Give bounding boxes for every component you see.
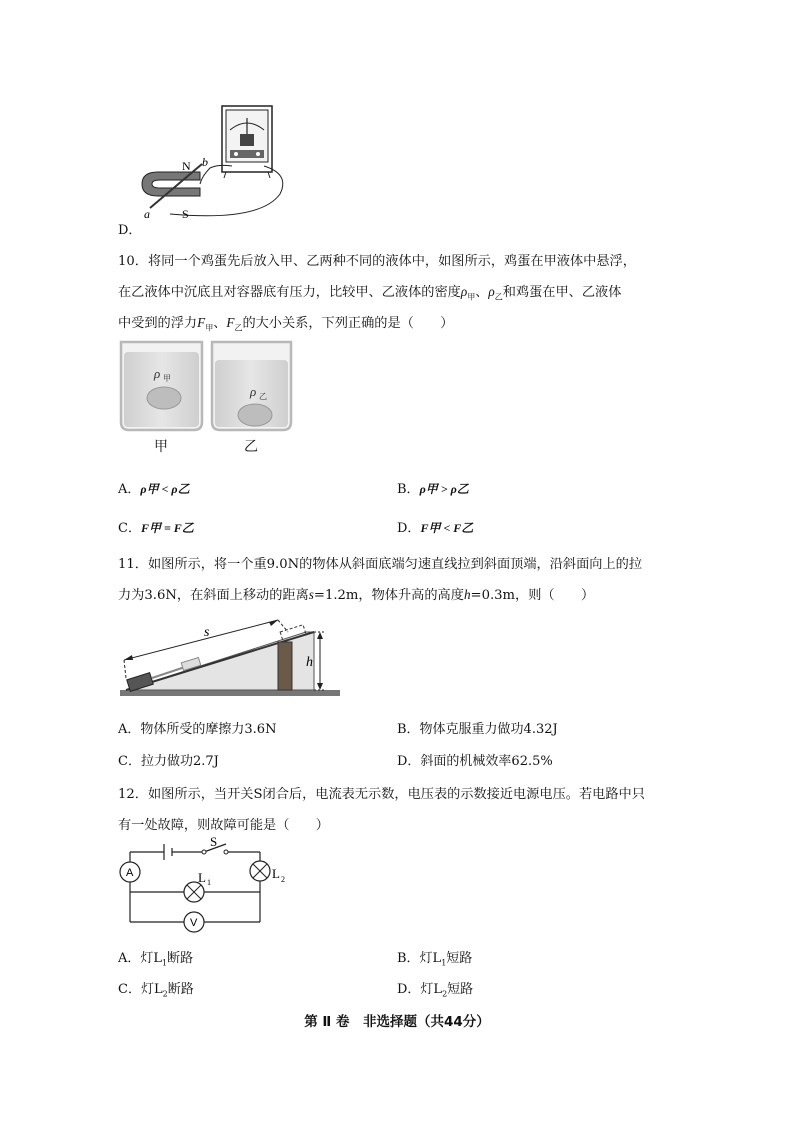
q11-line-2: 力为3.6N，在斜面上移动的距离s=1.2m，物体升高的高度h=0.3m，则（ ） xyxy=(118,587,595,603)
lamp2-label: L xyxy=(272,866,280,881)
circuit-figure xyxy=(118,836,298,936)
beaker-yi-caption: 乙 xyxy=(244,439,258,455)
rho-yi-sub: 乙 xyxy=(259,392,267,401)
section-2-title: 第 Ⅱ 卷 非选择题（共44分） xyxy=(304,1014,490,1030)
lamp1-label: L xyxy=(198,870,206,885)
rho-jia-sub: 甲 xyxy=(163,374,171,383)
galvanometer-magnet-figure xyxy=(140,104,300,224)
voltmeter-label: V xyxy=(190,917,198,929)
q10-line-2: 在乙液体中沉底且对容器底有压力，比较甲、乙液体的密度$\rho_甲$、$\rho_乙$和鸡蛋在甲、乙液体 xyxy=(118,284,622,302)
q10-option-d[interactable]: D．F甲 < F乙 xyxy=(397,521,474,536)
ammeter-label: A xyxy=(126,867,134,879)
q12-line-1: 12．如图所示，当开关S闭合后，电流表无示数，电压表的示数接近电源电压。若电路中只 xyxy=(118,787,645,802)
q10-line-1: 10．将同一个鸡蛋先后放入甲、乙两种不同的液体中，如图所示，鸡蛋在甲液体中悬浮， xyxy=(118,254,636,269)
q12-line-2: 有一处故障，则故障可能是（ ） xyxy=(118,818,329,833)
q11-option-d[interactable]: D．斜面的机械效率62.5% xyxy=(397,754,553,769)
s-label: s xyxy=(204,625,210,640)
magnet-s-label: S xyxy=(182,207,189,221)
rho-yi-label: ρ xyxy=(250,384,257,399)
beaker-jia-caption: 甲 xyxy=(154,439,168,455)
h-label: h xyxy=(306,655,313,670)
q10-option-b[interactable]: B．ρ甲 > ρ乙 xyxy=(397,482,469,497)
q11-option-a[interactable]: A．物体所受的摩擦力3.6N xyxy=(118,722,277,737)
q11-option-b[interactable]: B．物体克服重力做功4.32J xyxy=(397,722,558,737)
q9-option-d-label: D． xyxy=(118,223,142,238)
switch-label: S xyxy=(210,836,218,849)
beakers-figure xyxy=(118,338,298,434)
q12-option-c[interactable]: C．灯$L_2$断路 xyxy=(118,982,194,999)
lamp1-sub: 1 xyxy=(207,878,211,887)
rod-a-label: a xyxy=(144,207,150,221)
lamp2-sub: 2 xyxy=(281,875,285,884)
q12-option-b[interactable]: B．灯$L_1$短路 xyxy=(397,951,473,968)
q11-option-c[interactable]: C．拉力做功2.7J xyxy=(118,754,219,769)
incline-figure xyxy=(118,618,344,700)
q10-option-a[interactable]: A．ρ甲 < ρ乙 xyxy=(118,482,190,497)
magnet-n-label: N xyxy=(182,159,191,173)
q12-option-d[interactable]: D．灯$L_2$短路 xyxy=(397,982,474,999)
q10-line-3: 中受到的浮力$F_甲$、$F_乙$的大小关系，下列正确的是（ ） xyxy=(118,315,454,333)
q10-option-c[interactable]: C．F甲 = F乙 xyxy=(118,521,194,536)
rod-b-label: b xyxy=(202,155,208,169)
rho-jia-label: ρ xyxy=(154,366,161,381)
q11-line-1: 11．如图所示，将一个重9.0N的物体从斜面底端匀速直线拉到斜面顶端，沿斜面向上的拉 xyxy=(118,557,643,572)
q12-option-a[interactable]: A．灯$L_1$断路 xyxy=(118,951,194,968)
